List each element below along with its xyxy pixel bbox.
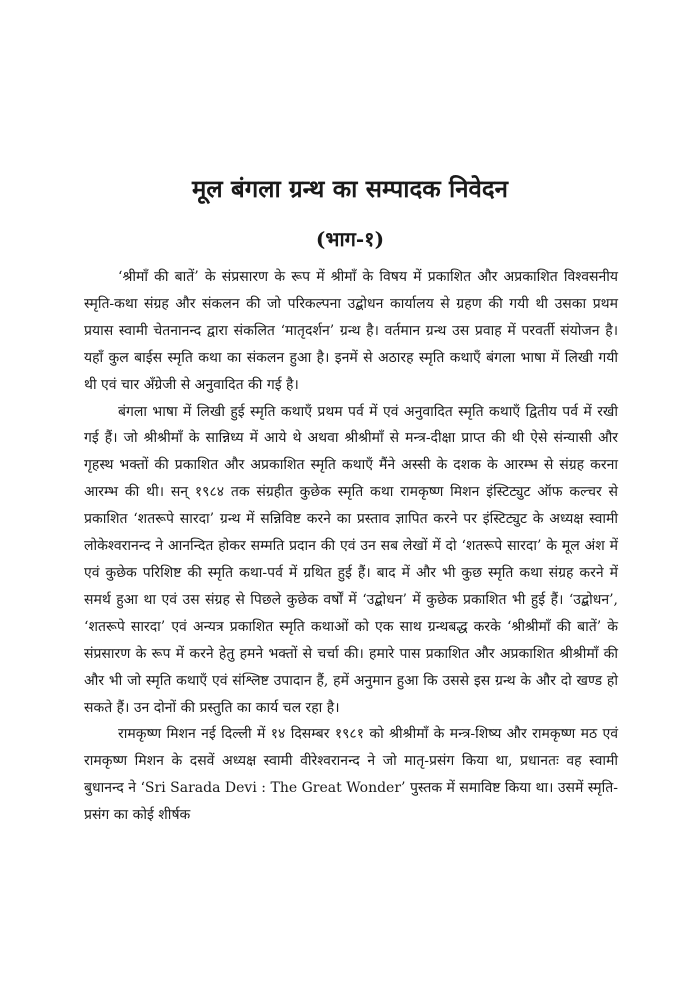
paragraph-3: रामकृष्ण मिशन नई दिल्ली में १४ दिसम्बर १९८१ को श्रीश्रीमाँ के मन्त्र-शिष्य और रामकृष्ण मठ एवं रामकृष्ण मिशन के दसवें अध्यक्ष स्वामी वीरेश्वरानन्द ने जो मातृ-प्रसंग किया था, प्रधानतः वह स्वामी बुधानन्द ने ‘Sri Sarada Devi : The Great Wonder’ पुस्तक में समाविष्ट किया था। उसमें स्मृति-प्रसंग का कोई शीर्षक — [84, 726, 618, 824]
part-subtitle: (भाग-१) — [315, 227, 385, 251]
body-text — [84, 264, 618, 829]
paragraph-2: बंगला भाषा में लिखी हुई स्मृति कथाएँ प्रथम पर्व में एवं अनुवादित स्मृति कथाएँ द्वितीय पर्व में रखी गई हैं। जो श्रीश्रीमाँ के सान्निध्य में आये थे अथवा श्रीश्रीमाँ से मन्त्र-दीक्षा प्राप्त की थी ऐसे संन्यासी और गृहस्थ भक्तों की प्रकाशित और अप्रकाशित स्मृति कथाएँ मैंने अस्सी के दशक के आरम्भ से संग्रह करना आरम्भ की थी। सन् १९८४ तक संग्रहीत कुछेक स्मृति कथा रामकृष्ण मिशन इंस्टिट्युट ऑफ कल्चर से प्रकाशित ‘शतरूपे सारदा’ ग्रन्थ में सन्निविष्ट करने का प्रस्ताव ज्ञापित करने पर इंस्टिट्युट के अध्यक्ष स्वामी लोकेश्वरानन्द ने आनन्दित होकर सम्मति प्रदान की एवं उन सब लेखों में दो ‘शतरूपे सारदा’ के मूल अंश में एवं कुछेक परिशिष्ट की स्मृति कथा-पर्व में ग्रथित हुई हैं। बाद में और भी कुछ स्मृति कथा संग्रह करने में समर्थ हुआ था एवं उस संग्रह से पिछले कुछेक वर्षों में ‘उद्बोधन’ में कुछेक प्रकाशित भी हुई हैं। ‘उद्बोधन’, ‘शतरूपे सारदा’ एवं अन्यत्र प्रकाशित स्मृति कथाओं को एक साथ ग्रन्थबद्ध करके ‘श्रीश्रीमाँ की बातें’ के संप्रसारण के रूप में करने हेतु हमने भक्तों से चर्चा की। हमारे पास प्रकाशित और अप्रकाशित श्रीश्रीमाँ की और भी जो स्मृति कथाएँ एवं संश्लिष्ट उपादान हैं, हमें अनुमान हुआ कि उससे इस ग्रन्थ के और दो खण्ड हो सकते हैं। उन दोनों की प्रस्तुति का कार्य चल रहा है। — [84, 403, 618, 716]
paragraph-1: ‘श्रीमाँ की बातें’ के संप्रसारण के रूप में श्रीमाँ के विषय में प्रकाशित और अप्रकाशित विश्वसनीय स्मृति-कथा संग्रह और संकलन की जो परिकल्पना उद्बोधन कार्यालय से ग्रहण की गयी थी उसका प्रथम प्रयास स्वामी चेतनानन्द द्वारा संकलित ‘मातृदर्शन’ ग्रन्थ है। वर्तमान ग्रन्थ उस प्रवाह में परवर्ती संयोजन है। यहाँ कुल बाईस स्मृति कथा का संकलन हुआ है। इनमें से अठारह स्मृति कथाएँ बंगला भाषा में लिखी गयी थी एवं चार अँग्रेजी से अनुवादित की गई है। — [84, 269, 618, 393]
page-title: मूल बंगला ग्रन्थ का सम्पादक निवेदन — [192, 174, 508, 203]
